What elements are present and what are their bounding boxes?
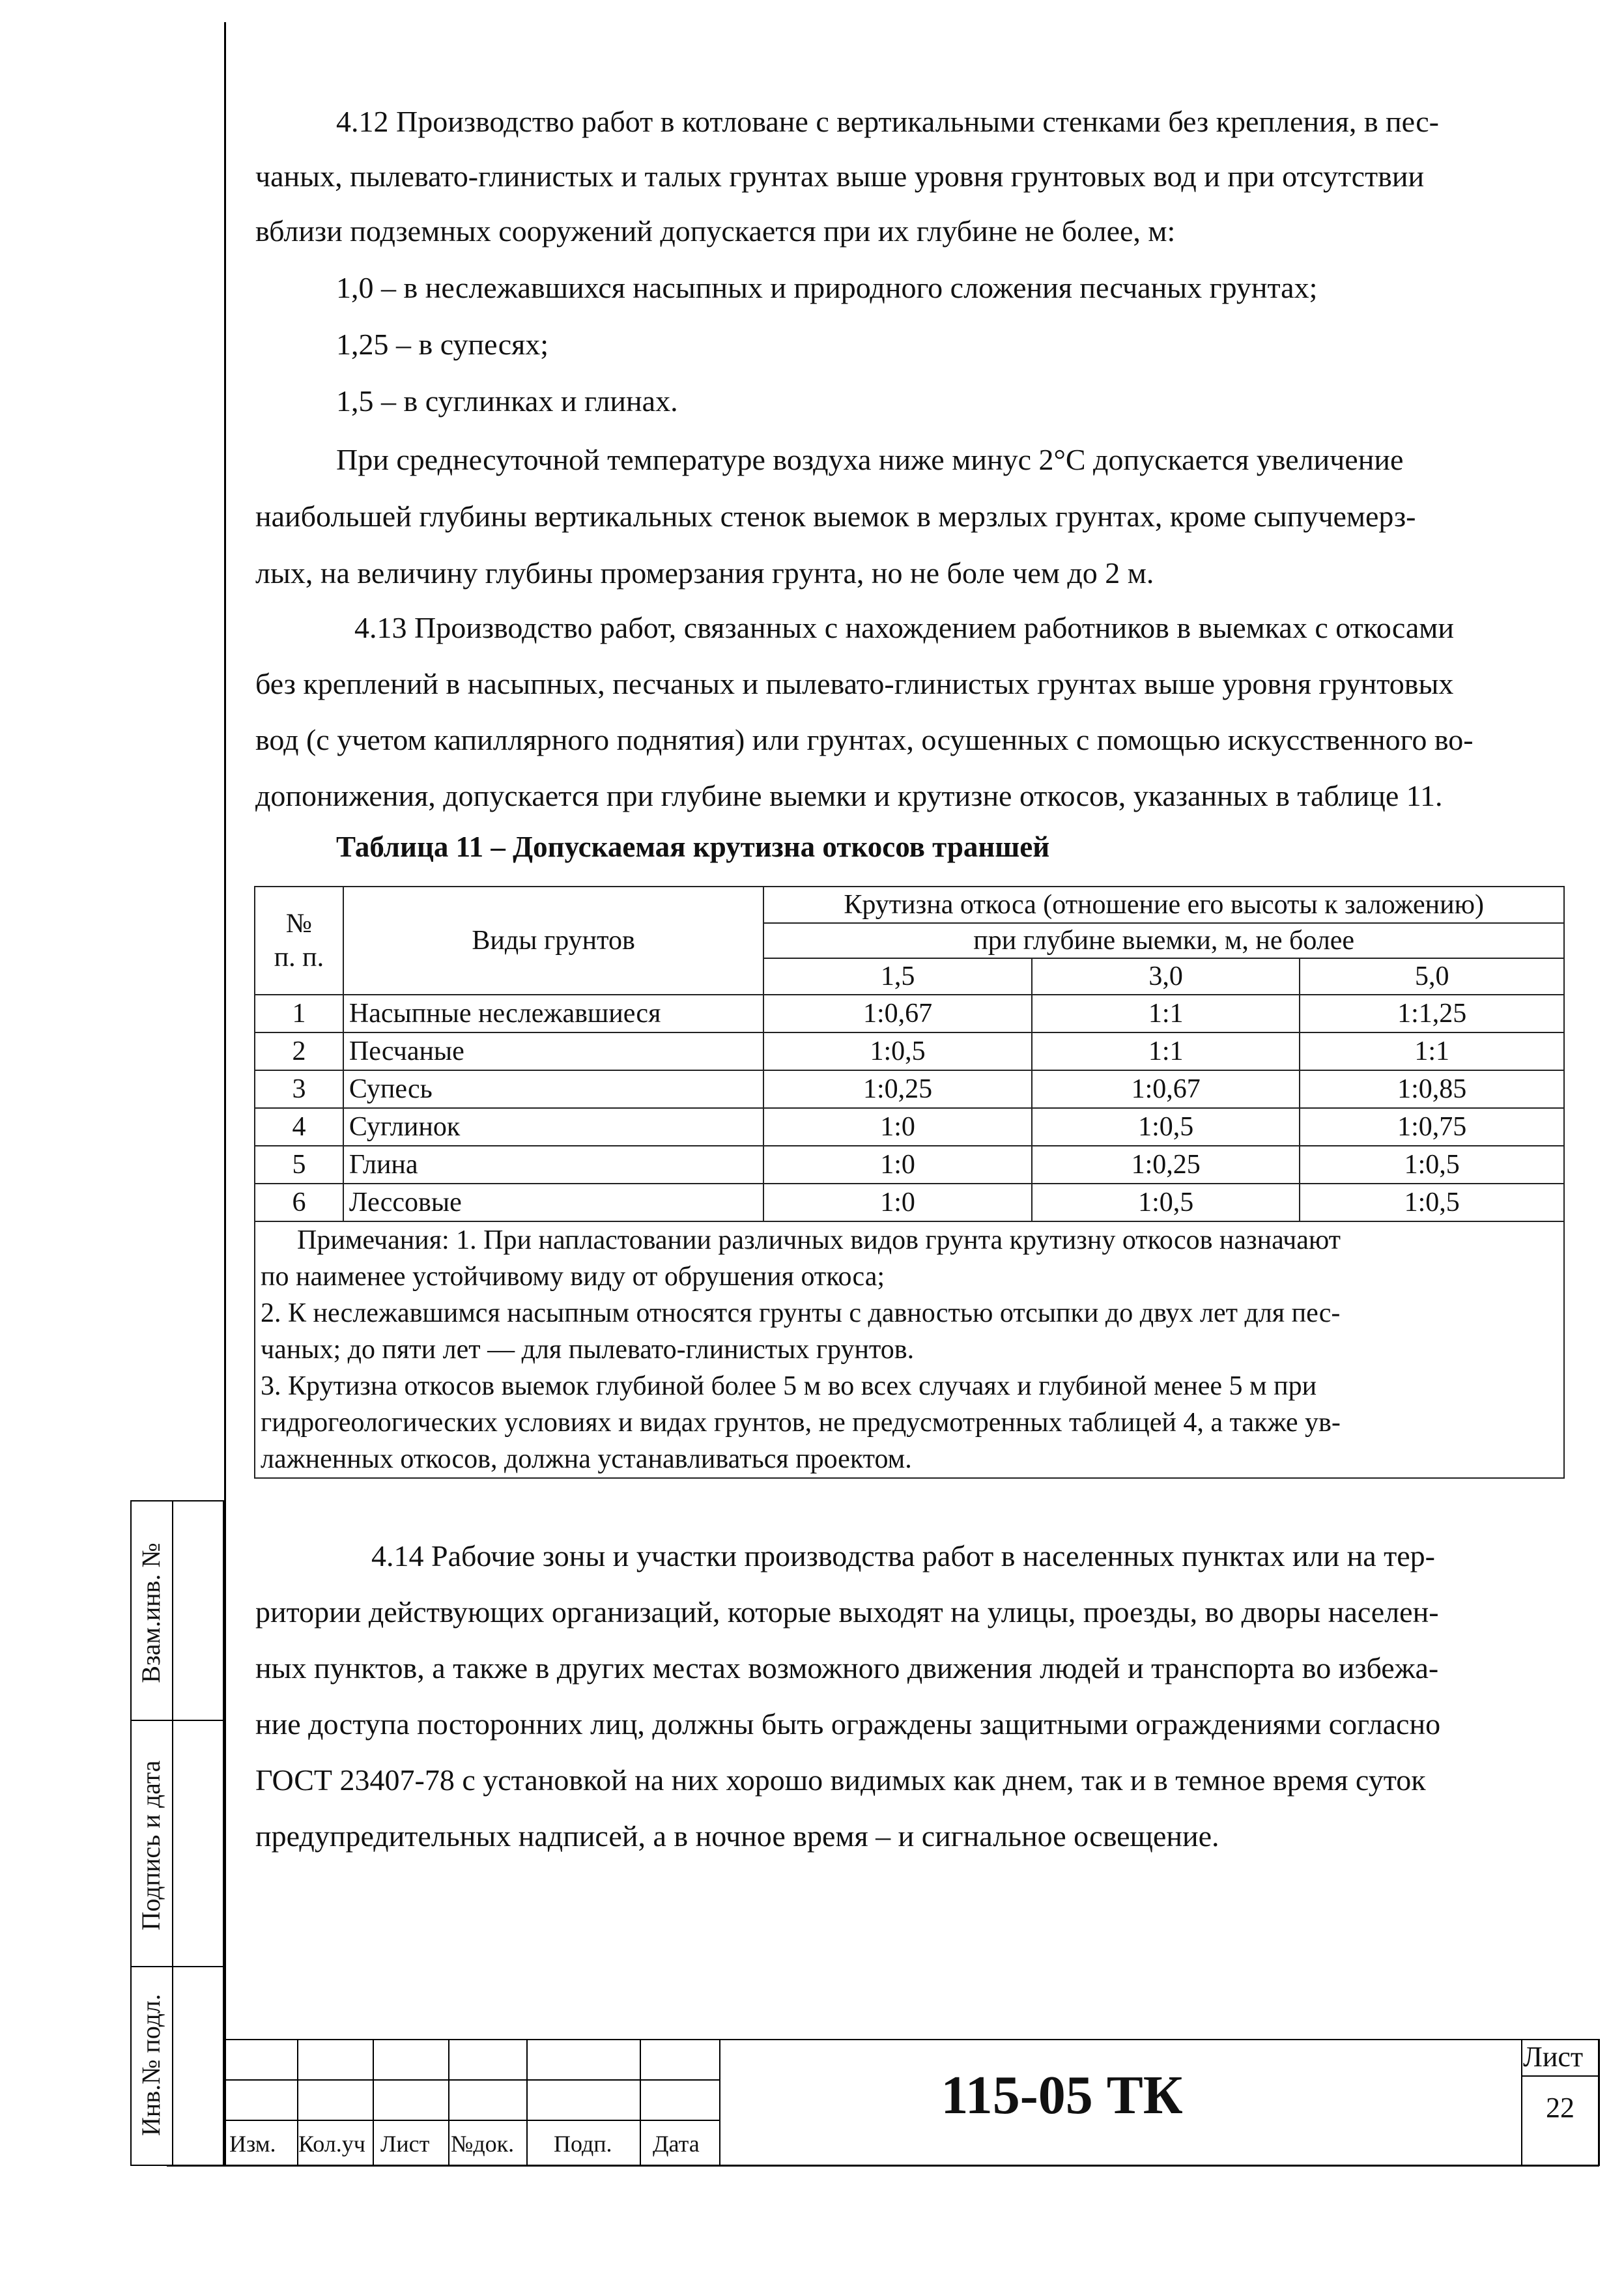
sheet-label: Лист [1523,2041,1584,2073]
text-line: чаных, пылевато-глинистых и талых грунтах выше уровня грунтовых вод и при отсутствии [255,160,1425,193]
row-slope-value: 1:1 [1300,1032,1564,1070]
table-row [255,1032,1564,1070]
header-soil-kind: Виды грунтов [343,887,763,995]
row-soil-kind: Суглинок [343,1108,763,1146]
row-slope-value: 1:0,5 [763,1032,1032,1070]
text-line: без креплений в насыпных, песчаных и пылевато-глинистых грунтах выше уровня грунтовых [255,667,1454,700]
col-change-label: Изм. [229,2131,276,2157]
header-number: № п. п. [255,887,343,995]
list-item: 1,0 – в неслежавшихся насыпных и природного сложения песчаных грунтах; [336,271,1318,304]
note-line: гидрогеологических условиях и видах грунтов, не предусмотренных таблицей 4, а также ув- [261,1408,1341,1438]
text-line: ных пунктов, а также в других местах возможного движения людей и транспорта во избежа- [255,1651,1439,1685]
table-row [255,1146,1564,1184]
header-slope-depth: при глубине выемки, м, не более [763,923,1564,958]
col-doc-label: №док. [451,2131,515,2157]
row-slope-value: 1:0 [763,1184,1032,1221]
page-frame-left [224,22,226,2166]
header-depth: 1,5 [763,958,1032,995]
slope-table [254,886,1565,1479]
row-number: 5 [255,1146,343,1184]
row-slope-value: 1:0,5 [1032,1184,1300,1221]
row-number: 4 [255,1108,343,1146]
row-soil-kind: Глина [343,1146,763,1184]
header-slope: Крутизна откоса (отношение его высоты к заложению) [763,887,1564,923]
row-slope-value: 1:0,75 [1300,1108,1564,1146]
row-slope-value: 1:0 [763,1108,1032,1146]
col-sign-label: Подп. [554,2131,612,2157]
note-line: чаных; до пяти лет — для пылевато-глинистых грунтов. [261,1335,915,1365]
text-line: лых, на величину глубины промерзания грунта, но не боле чем до 2 м. [255,556,1154,590]
header-depth: 3,0 [1032,958,1300,995]
table-row [255,1184,1564,1221]
text-line: наибольшей глубины вертикальных стенок выемок в мерзлых грунтах, кроме сыпучемерз- [255,500,1416,533]
row-slope-value: 1:0 [763,1146,1032,1184]
text-line: 4.12 Производство работ в котловане с вертикальными стенками без крепления, в пес- [336,105,1439,138]
title-block-line [1521,2075,1599,2077]
table-header-row [255,887,1564,923]
note-line: Примечания: 1. При напластовании различных видов грунта крутизну откосов назначают [297,1225,1341,1255]
row-slope-value: 1:0,5 [1032,1108,1300,1146]
text-line: вод (с учетом капиллярного поднятия) или грунтах, осушенных с помощью искусственного во- [255,723,1474,756]
table-row [255,1108,1564,1146]
text-line: 4.13 Производство работ, связанных с нахождением работников в выемках с откосами [354,611,1455,644]
row-slope-value: 1:0,25 [763,1070,1032,1108]
title-block-line [526,2039,528,2166]
page-frame-bottom [167,2165,1599,2167]
table-notes-row [255,1221,1564,1478]
title-block-line [224,2039,1599,2040]
text-line: предупредительных надписей, а в ночное время – и сигнальное освещение. [255,1819,1219,1853]
row-slope-value: 1:0,25 [1032,1146,1300,1184]
text-line: При среднесуточной температуре воздуха ниже минус 2°С допускается увеличение [336,443,1404,476]
sign-date-label: Подпись и дата [136,1760,165,1931]
table-caption: Таблица 11 – Допускаемая крутизна откосов траншей [336,831,1050,863]
row-soil-kind: Супесь [343,1070,763,1108]
row-slope-value: 1:0,5 [1300,1146,1564,1184]
replace-inv-label: Взам.инв. № [136,1543,165,1683]
text-line: ние доступа посторонних лиц, должны быть ограждены защитными ограждениями согласно [255,1707,1441,1741]
title-block-line [448,2039,449,2166]
page-frame-right [1598,2039,1600,2166]
list-item: 1,5 – в суглинках и глинах. [336,384,678,418]
title-block-line [1521,2039,1522,2166]
text-line: ГОСТ 23407-78 с установкой на них хорошо видимых как днем, так и в темное время суток [255,1763,1426,1797]
header-depth: 5,0 [1300,958,1564,995]
row-slope-value: 1:1,25 [1300,995,1564,1032]
row-soil-kind: Лессовые [343,1184,763,1221]
row-slope-value: 1:1 [1032,1032,1300,1070]
row-slope-value: 1:0,85 [1300,1070,1564,1108]
table-notes [255,1221,1564,1478]
row-slope-value: 1:0,67 [763,995,1032,1032]
text-line: ритории действующих организаций, которые выходят на улицы, проезды, во дворы населен- [255,1595,1439,1629]
text-line: 4.14 Рабочие зоны и участки производства работ в населенных пунктах или на тер- [371,1539,1435,1572]
row-number: 1 [255,995,343,1032]
row-number: 6 [255,1184,343,1221]
note-line: лажненных откосов, должна устанавливаться проектом. [261,1444,912,1474]
note-line: по наименее устойчивому виду от обрушения откоса; [261,1262,885,1292]
row-slope-value: 1:0,5 [1300,1184,1564,1221]
document-code: 115-05 ТК [941,2065,1183,2126]
row-slope-value: 1:0,67 [1032,1070,1300,1108]
table-row [255,995,1564,1032]
table-row [255,1070,1564,1108]
text-line: вблизи подземных сооружений допускается при их глубине не более, м: [255,214,1176,248]
title-block-line [373,2039,374,2166]
title-block-line [224,2079,719,2081]
col-sheet-label: Лист [380,2131,430,2157]
side-stamp-divider [172,1500,173,2166]
row-slope-value: 1:1 [1032,995,1300,1032]
list-item: 1,25 – в супесях; [336,328,549,361]
sheet-number: 22 [1546,2092,1574,2124]
title-block-line [640,2039,641,2166]
row-soil-kind: Насыпные неслежавшиеся [343,995,763,1032]
col-count-label: Кол.уч [298,2131,365,2157]
note-line: 2. К неслежавшимся насыпным относятся грунты с давностью отсыпки до двух лет для пес- [261,1298,1341,1328]
note-line: 3. Крутизна откосов выемок глубиной более 5 м во всех случаях и глубиной менее 5 м при [261,1371,1317,1401]
text-line: допонижения, допускается при глубине выемки и крутизне откосов, указанных в таблице 11. [255,779,1443,812]
inv-orig-label: Инв.№ подл. [136,1994,165,2136]
row-soil-kind: Песчаные [343,1032,763,1070]
col-date-label: Дата [653,2131,700,2157]
title-block-line [224,2120,719,2121]
row-number: 2 [255,1032,343,1070]
row-number: 3 [255,1070,343,1108]
